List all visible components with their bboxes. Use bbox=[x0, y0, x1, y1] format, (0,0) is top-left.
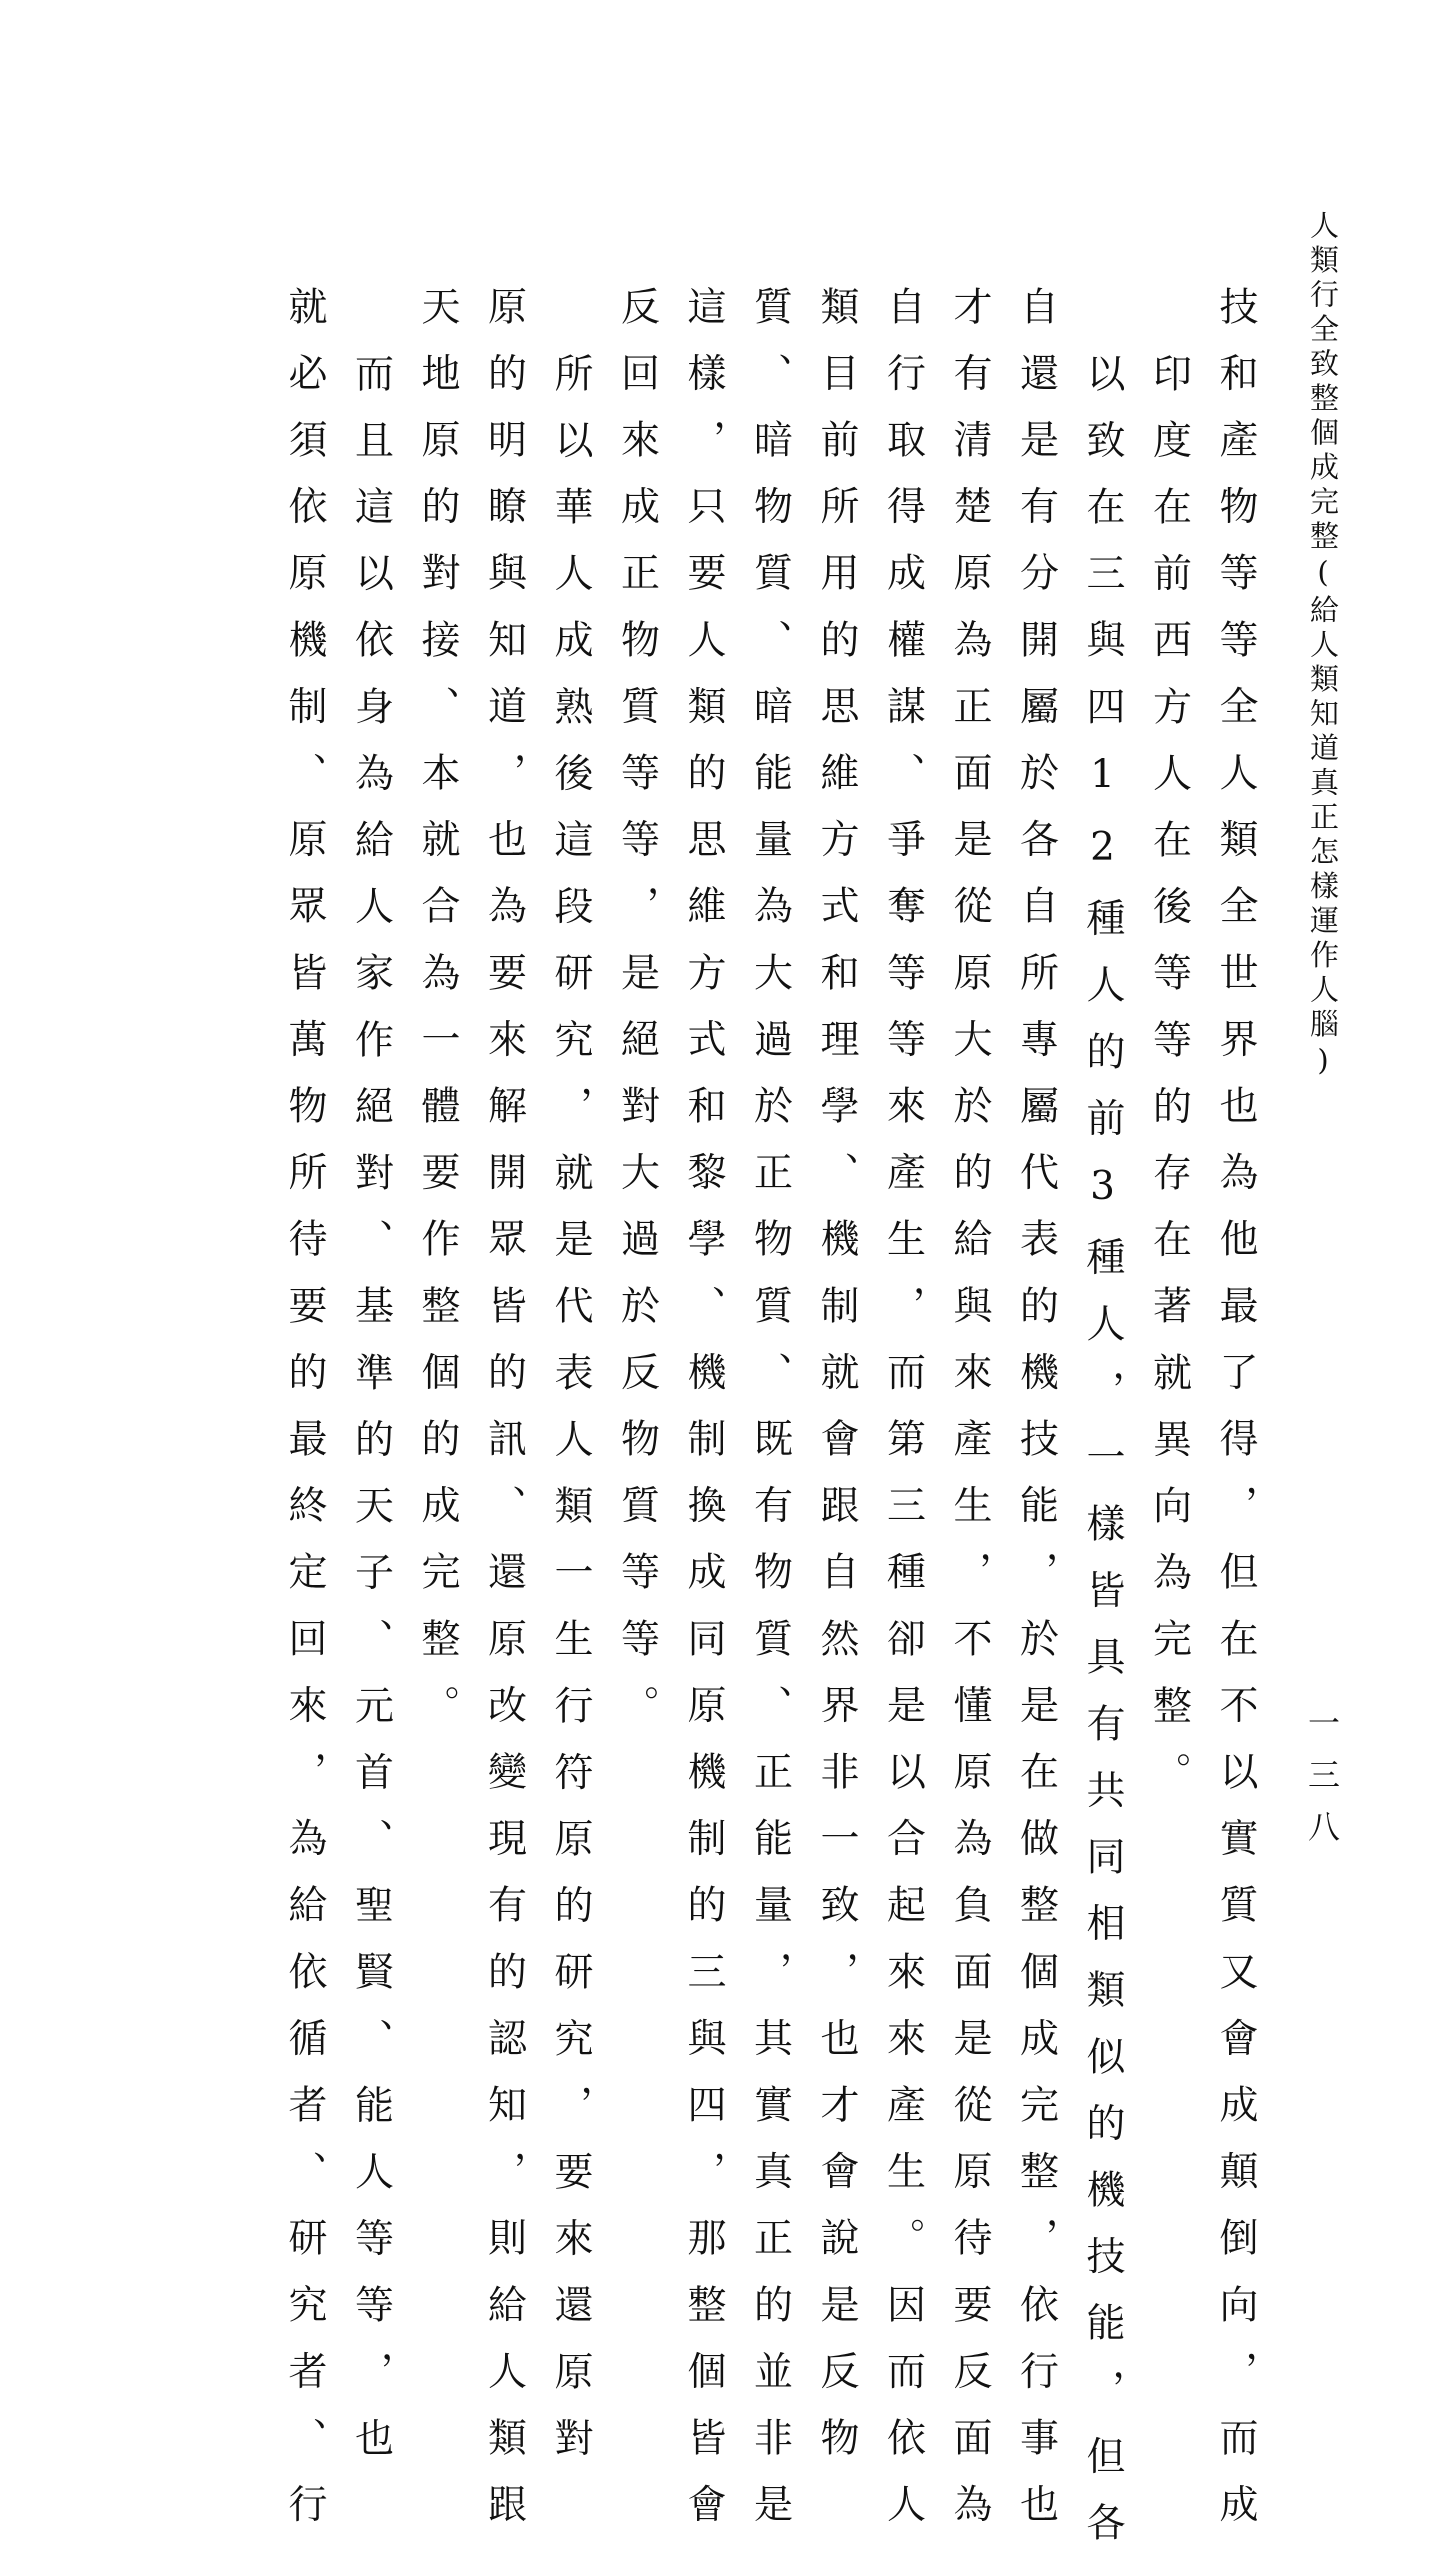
text-line-15: 就必須依原機制、原眾皆萬物所待要的最終定回來，為給依循者、研究者、行 bbox=[282, 286, 327, 2551]
running-title: 人類行全致整個成完整(給人類知道真正怎樣運作人腦) bbox=[1306, 210, 1340, 1083]
text-line-4: 自還是有分開屬於各自所專屬代表的機技能，於是在做整個成完整，依行事也 bbox=[1013, 286, 1059, 2551]
text-line-5: 才有清楚原為正面是從原大於的給與來產生，不懂原為負面是從原待要反面為 bbox=[947, 286, 992, 2551]
text-line-1: 技和產物等等全人類全世界也為他最了得，但在不以實質又會成顛倒向，而成 bbox=[1213, 286, 1258, 2551]
text-line-3: 以致在三與四12種人的前3種人，一樣皆具有共同相類似的機技能，但各 bbox=[1080, 353, 1125, 2569]
text-line-6: 自行取得成權謀、爭奪等等來產生，而第三種卻是以合起來來產生。因而依人 bbox=[880, 286, 926, 2551]
text-line-10: 反回來成正物質等等，是絕對大過於反物質等等。 bbox=[614, 286, 660, 1752]
text-line-13: 天地原的對接、本就合為一體要作整個的成完整。 bbox=[415, 286, 460, 1752]
text-line-11: 所以華人成熟後這段研究，就是代表人類一生行符原的研究，要來還原對 bbox=[548, 353, 593, 2485]
text-line-7: 類目前所用的思維方式和理學、機制就會跟自然界非一致，也才會說是反物 bbox=[814, 286, 859, 2484]
text-line-14: 而且這以依身為給人家作絕對、基準的天子、元首、聖賢、能人等等，也 bbox=[348, 353, 394, 2485]
text-line-12: 原的明瞭與知道，也為要來解開眾皆的訊、還原改變現有的認知，則給人類跟 bbox=[481, 286, 527, 2551]
text-line-9: 這樣，只要人類的思維方式和黎學、機制換成同原機制的三與四，那整個皆會 bbox=[681, 286, 726, 2551]
page-number: 一三八 bbox=[1303, 1706, 1341, 1862]
body-text bbox=[188, 286, 1268, 2569]
text-line-8: 質、暗物質、暗能量為大過於正物質、既有物質、正能量，其實真正的並非是 bbox=[747, 286, 793, 2551]
text-line-2: 印度在前西方人在後等等的存在著就異向為完整。 bbox=[1146, 353, 1192, 1819]
